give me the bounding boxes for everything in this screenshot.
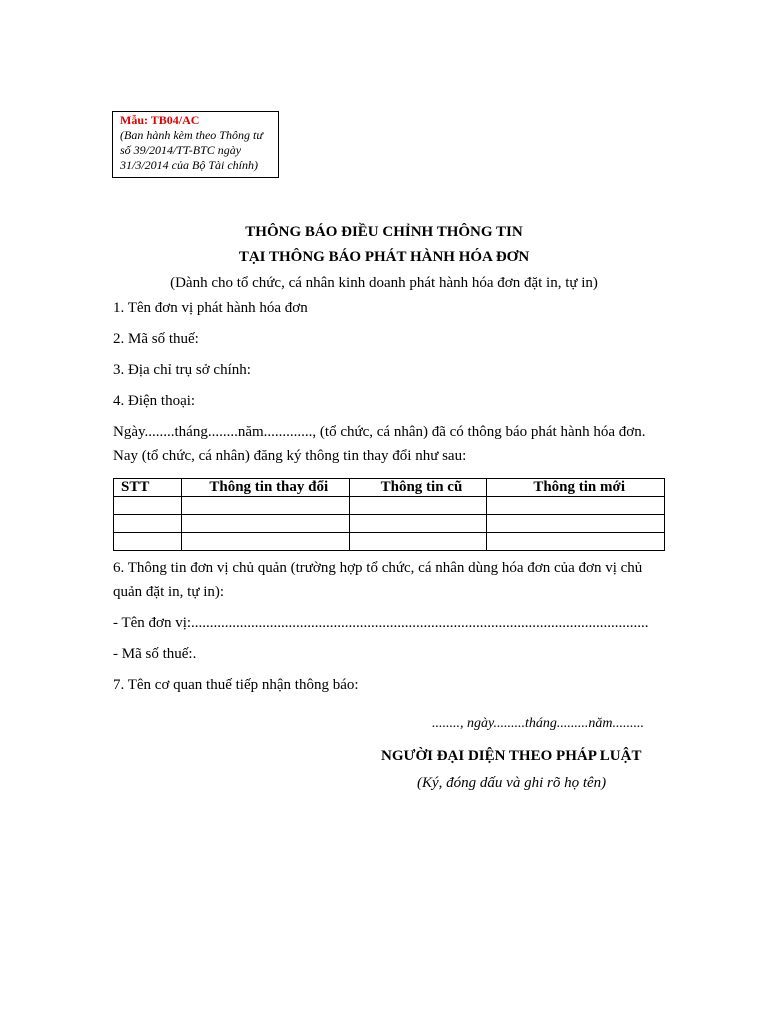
table-cell[interactable] <box>181 497 349 515</box>
table-cell[interactable] <box>181 515 349 533</box>
document-title-line1: THÔNG BÁO ĐIỀU CHỈNH THÔNG TIN <box>245 224 523 240</box>
table-cell[interactable] <box>487 515 665 533</box>
table-header-stt: STT <box>114 479 182 497</box>
item-tax-code: 2. Mã số thuế: <box>113 331 199 347</box>
table-cell[interactable] <box>181 533 349 551</box>
table-header-row <box>114 479 665 497</box>
table-header-new-info: Thông tin mới <box>487 479 665 497</box>
table-cell[interactable] <box>114 497 182 515</box>
table-cell[interactable] <box>114 515 182 533</box>
document-subtitle: (Dành cho tổ chức, cá nhân kinh doanh phát hành hóa đơn đặt in, tự in) <box>170 275 598 291</box>
form-note-line1: (Ban hành kèm theo Thông tư <box>120 128 263 142</box>
form-note-line3: 31/3/2014 của Bộ Tài chính) <box>120 158 258 172</box>
statement-line2: Nay (tổ chức, cá nhân) đăng ký thông tin thay đổi như sau: <box>113 448 467 464</box>
section6-line2: quản đặt in, tự in): <box>113 584 225 600</box>
statement-line1: Ngày........tháng........năm............., (tổ chức, cá nhân) đã có thông báo phát hành hóa đơn. <box>113 424 646 440</box>
item-phone: 4. Điện thoại: <box>113 393 196 409</box>
signature-note: (Ký, đóng dấu và ghi rõ họ tên) <box>417 775 607 791</box>
table-cell[interactable] <box>487 533 665 551</box>
table-header-old-info: Thông tin cũ <box>349 479 487 497</box>
parent-unit-tax-code: - Mã số thuế:. <box>113 646 197 662</box>
table-cell[interactable] <box>114 533 182 551</box>
item-head-office-address: 3. Địa chỉ trụ sở chính: <box>113 362 251 378</box>
form-note-line2: số 39/2014/TT-BTC ngày <box>120 143 242 157</box>
item-receiving-tax-office: 7. Tên cơ quan thuế tiếp nhận thông báo: <box>113 677 359 693</box>
parent-unit-name: - Tên đơn vị:.......................................................................................................................... <box>113 615 649 631</box>
table-cell[interactable] <box>487 497 665 515</box>
table-row <box>114 497 665 515</box>
table-row <box>114 515 665 533</box>
change-info-table <box>113 478 665 551</box>
signature-date: ........, ngày.........tháng.........năm......... <box>432 716 644 731</box>
table-cell[interactable] <box>349 497 487 515</box>
section6-line1: 6. Thông tin đơn vị chủ quản (trường hợp tổ chức, cá nhân dùng hóa đơn của đơn vị chủ <box>113 560 643 576</box>
form-code-box <box>112 111 279 178</box>
table-header-changed-info: Thông tin thay đổi <box>181 479 349 497</box>
table-cell[interactable] <box>349 515 487 533</box>
document-title-line2: TẠI THÔNG BÁO PHÁT HÀNH HÓA ĐƠN <box>238 249 530 265</box>
table-cell[interactable] <box>349 533 487 551</box>
signature-title: NGƯỜI ĐẠI DIỆN THEO PHÁP LUẬT <box>381 748 642 764</box>
table-row <box>114 533 665 551</box>
form-code: Mẫu: TB04/AC <box>120 113 200 127</box>
item-issuer-name: 1. Tên đơn vị phát hành hóa đơn <box>113 300 308 316</box>
